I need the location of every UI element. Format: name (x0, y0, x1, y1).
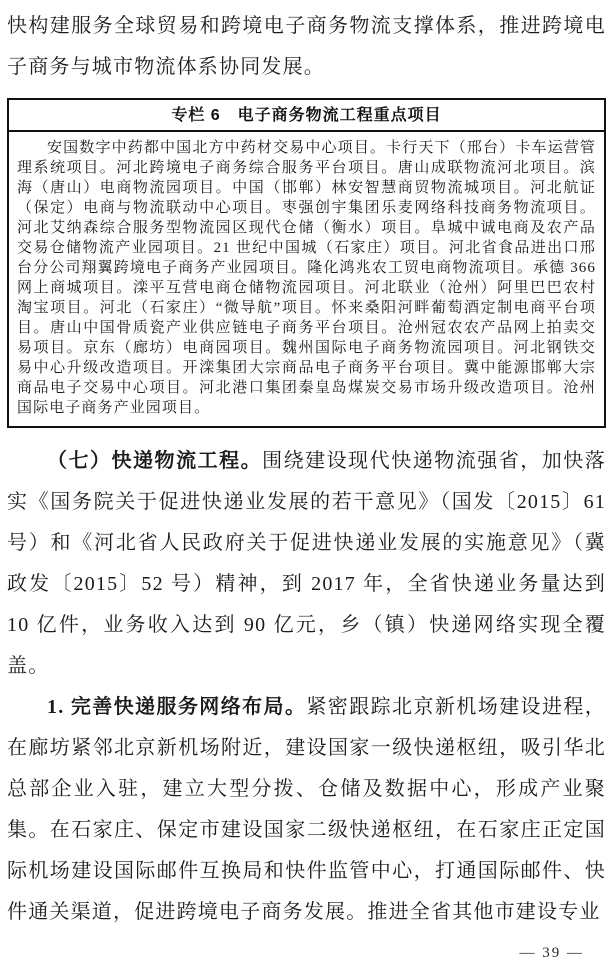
paragraph-lead: （七）快递物流工程。 (47, 450, 263, 472)
paragraph-text: 紧密跟踪北京新机场建设进程，在廊坊紧邻北京新机场附近，建设国家一级快递枢纽，吸引华北总部企业入驻，建立大型分拨、仓储及数据中心，形成产业聚集。在石家庄、保定市建设国家二级快递枢纽，在石家庄正定国际机场建设国际邮件互换局和快件监管中心，打通国际邮件、快件通关渠道，促进跨境电子商务发展。推进全省其他市建设专业 (7, 696, 606, 923)
feature-box-body: 安国数字中药都中国北方中药材交易中心项目。卡行天下（邢台）卡车运营管理系统项目。河北跨境电子商务综合服务平台项目。唐山成联物流河北项目。滨海（唐山）电商物流园项目。中国（邯郸）林安智慧商贸物流城项目。河北航证（保定）电商与物流联动中心项目。枣强创宇集团乐麦网络科技商务物流项目。河北艾纳森综合服务型物流园区现代仓储（衡水）项目。阜城中诚电商及农产品交易仓储物流产业园项目。21 世纪中国城（石家庄）项目。河北省食品进出口邢台分公司翔翼跨境电子商务产业园项目。隆化鸿兆农工贸电商物流项目。承德 366 网上商城项目。滦平互营电商仓储物流园项目。河北联业（沧州）阿里巴巴农村淘宝项目。河北（石家庄）“微导航”项目。怀来桑阳河畔葡萄酒定制电商平台项目。唐山中国骨质瓷产业供应链电子商务平台项目。沧州冠农农产品网上拍卖交易项目。京东（廊坊）电商园项目。魏州国际电子商务物流园项目。河北钢铁交易中心升级改造项目。开滦集团大宗商品电子商务平台项目。冀中能源邯郸大宗商品电子交易中心项目。河北港口集团秦皇岛煤炭交易市场升级改造项目。沧州国际电子商务产业园项目。 (17, 140, 596, 416)
intro-paragraph: 快构建服务全球贸易和跨境电子商务物流支撑体系，推进跨境电子商务与城市物流体系协同发展。 (7, 15, 606, 78)
paragraph-express-logistics (7, 441, 606, 687)
paragraph-text: 围绕建设现代快递物流强省，加快落实《国务院关于促进快递业发展的若干意见》（国发〔2015〕61 号）和《河北省人民政府关于促进快递业发展的实施意见》（冀政发〔2015〕52 号）精神，到 2017 年，全省快递业务量达到 10 亿件，业务收入达到 90 亿元，乡（镇）快递网络实现全覆盖。 (7, 450, 607, 677)
feature-box-title: 专栏 6 电子商务物流工程重点项目 (9, 100, 604, 132)
feature-box (7, 98, 606, 428)
page-number: — 39 — (519, 945, 584, 961)
paragraph-lead: 1. 完善快递服务网络布局。 (47, 696, 307, 718)
paragraph-network-layout (7, 687, 606, 933)
